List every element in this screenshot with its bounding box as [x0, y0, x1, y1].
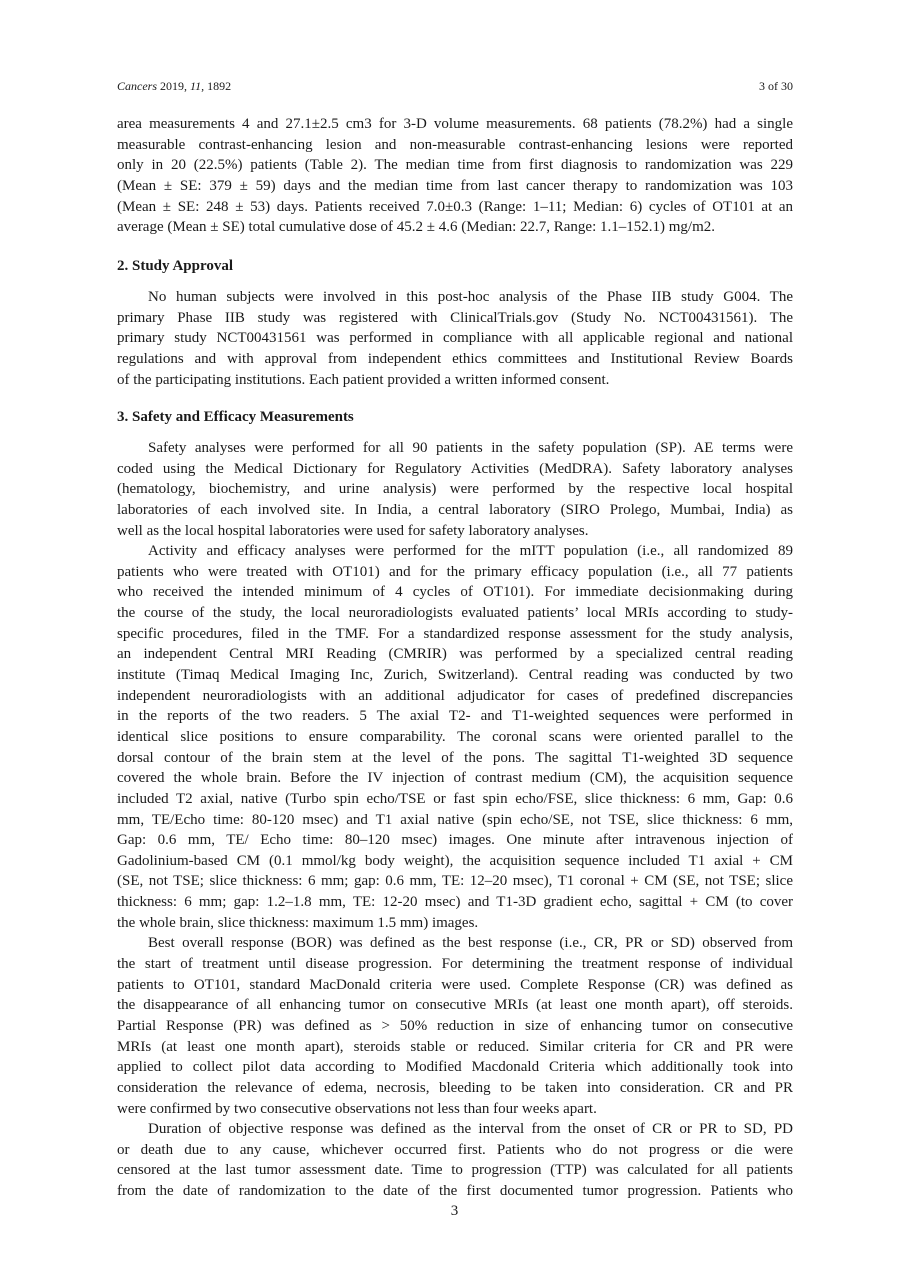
journal-year: 2019,: [160, 79, 187, 93]
text-line: institute (Timaq Medical Imaging Inc, Zurich, Switzerland). Central reading was conducted by two: [117, 667, 793, 684]
text-line: the start of treatment until disease progression. For determining the treatment response of individual: [117, 956, 793, 973]
text-line: applied to collect pilot data according to Modified Macdonald Criteria which additionally took into: [117, 1059, 793, 1076]
journal-volume: 11,: [190, 79, 205, 93]
section-0: [117, 114, 793, 238]
section-1: [117, 256, 793, 390]
text-line: primary Phase IIB study was registered with ClinicalTrials.gov (Study No. NCT00431561). The: [117, 309, 793, 326]
text-line: (hematology, biochemistry, and urine analysis) were performed by the respective local hospital: [117, 481, 793, 498]
text-line: in the reports of the two readers. 5 The axial T2- and T1-weighted sequences were performed in: [117, 708, 793, 725]
paragraph: [117, 287, 793, 390]
text-line: the disappearance of all enhancing tumor on consecutive MRIs (at least one month apart), off steroids.: [117, 997, 793, 1014]
text-line: were confirmed by two consecutive observations not less than four weeks apart.: [117, 1100, 597, 1117]
text-line: the course of the study, the local neuroradiologists evaluated patients’ local MRIs according to study-: [117, 605, 793, 622]
text-line: (Mean ± SE: 248 ± 53) days. Patients received 7.0±0.3 (Range: 1–11; Median: 6) cycles of OT101 at an: [117, 198, 793, 215]
text-line: specific procedures, filed in the TMF. For a standardized response assessment for the study analysis,: [117, 625, 793, 642]
text-line: the whole brain, slice thickness: maximum 1.5 mm) images.: [117, 914, 479, 931]
text-line: area measurements 4 and 27.1±2.5 cm3 for 3-D volume measurements. 68 patients (78.2%) had a single: [117, 116, 793, 132]
text-line: patients who were treated with OT101) and for the primary efficacy population (i.e., all 77 patients: [117, 563, 793, 580]
text-line: (Mean ± SE: 379 ± 59) days and the median time from last cancer therapy to randomization was 103: [117, 177, 793, 194]
text-line: Gadolinium-based CM (0.1 mmol/kg body weight), the acquisition sequence included T1 axial + CM: [117, 852, 793, 869]
text-line: Best overall response (BOR) was defined as the best response (i.e., CR, PR or SD) observed from: [148, 935, 793, 952]
text-line: Gap: 0.6 mm, TE/ Echo time: 80–120 msec) images. One minute after intravenous injection of: [117, 832, 793, 849]
paragraph: [117, 114, 793, 238]
page-of-total: 3 of 30: [759, 79, 793, 93]
text-line: an independent Central MRI Reading (CMRIR) was performed by a specialized central reading: [117, 646, 793, 663]
page-number: 3: [450, 1203, 459, 1219]
text-line: regulations and with approval from independent ethics committees and Institutional Review Boards: [117, 350, 793, 367]
text-line: Partial Response (PR) was defined as > 50% reduction in size of enhancing tumor on consecutive: [117, 1017, 793, 1034]
section-heading: 2. Study Approval: [117, 258, 234, 274]
text-line: average (Mean ± SE) total cumulative dose of 45.2 ± 4.6 (Median: 22.7, Range: 1.1–152.1) mg/m2.: [117, 219, 716, 236]
text-line: (SE, not TSE; slice thickness: 6 mm; gap: 0.6 mm, TE: 12–20 msec), T1 coronal + CM (SE, not TSE; slice: [117, 873, 793, 890]
article-number: 1892: [207, 79, 232, 93]
text-line: MRIs (at least one month apart), steroids stable or reduced. Similar criteria for CR and PR were: [117, 1038, 793, 1055]
section-heading: 3. Safety and Efficacy Measurements: [117, 409, 354, 425]
text-line: mm, TE/Echo time: 80-120 msec) and T1 axial native (spin echo/SE, not TSE, slice thickness: 6 mm,: [117, 811, 793, 828]
running-header: [117, 79, 793, 95]
text-line: independent neuroradiologists with an additional adjudicator for cases of predefined discrepancies: [117, 687, 793, 704]
section-2: [117, 407, 793, 1202]
journal-citation: [117, 79, 231, 94]
paragraph: [117, 541, 793, 933]
text-line: Safety analyses were performed for all 90 patients in the safety population (SP). AE terms were: [148, 440, 793, 456]
text-line: only in 20 (22.5%) patients (Table 2). The median time from first diagnosis to randomization was 229: [117, 157, 793, 174]
text-line: consideration the relevance of edema, necrosis, bleeding to be taken into consideration. CR and PR: [117, 1079, 793, 1096]
text-line: Duration of objective response was defined as the interval from the onset of CR or PR to SD, PD: [148, 1121, 793, 1138]
text-line: dorsal contour of the brain stem at the level of the pons. The sagittal T1-weighted 3D sequence: [117, 749, 793, 766]
text-line: of the participating institutions. Each patient provided a written informed consent.: [117, 371, 610, 388]
text-line: who received the intended minimum of 4 cycles of OT101). For immediate decisionmaking during: [117, 584, 793, 601]
text-line: or death due to any cause, whichever occurred first. Patients who do not progress or die were: [117, 1141, 793, 1158]
text-line: censored at the last tumor assessment date. Time to progression (TTP) was calculated for all patients: [117, 1162, 793, 1179]
text-line: covered the whole brain. Before the IV injection of contrast medium (CM), the acquisition sequence: [117, 770, 793, 787]
text-line: Activity and efficacy analyses were performed for the mITT population (i.e., all randomized 89: [148, 543, 793, 560]
text-line: well as the local hospital laboratories were used for safety laboratory analyses.: [117, 522, 589, 539]
text-line: No human subjects were involved in this post-hoc analysis of the Phase IIB study G004. The: [148, 289, 793, 305]
text-line: from the date of randomization to the date of the first documented tumor progression. Patients who: [117, 1183, 793, 1200]
text-line: identical slice positions to ensure comparability. The coronal scans were oriented parallel to the: [117, 728, 793, 745]
text-line: patients to OT101, standard MacDonald criteria were used. Complete Response (CR) was defined as: [117, 976, 793, 993]
paragraph: [117, 933, 793, 1119]
text-line: thickness: 6 mm; gap: 1.2–1.8 mm, TE: 12-20 msec) and T1-3D gradient echo, sagittal + CM (to cover: [117, 894, 793, 911]
text-line: primary study NCT00431561 was performed in compliance with all applicable regional and national: [117, 330, 793, 347]
paragraph: [117, 438, 793, 541]
text-line: laboratories of each involved site. In India, a central laboratory (SIRO Prolego, Mumbai, India) as: [117, 501, 793, 518]
text-line: coded using the Medical Dictionary for Regulatory Activities (MedDRA). Safety laboratory analyses: [117, 460, 793, 477]
text-line: measurable contrast-enhancing lesion and non-measurable contrast-enhancing lesions were reported: [117, 136, 793, 153]
journal-name: Cancers: [117, 79, 157, 93]
text-line: included T2 axial, native (Turbo spin echo/TSE or fast spin echo/FSE, slice thickness: 6 mm, Gap: 0.6: [117, 790, 793, 807]
paragraph: [117, 1119, 793, 1202]
